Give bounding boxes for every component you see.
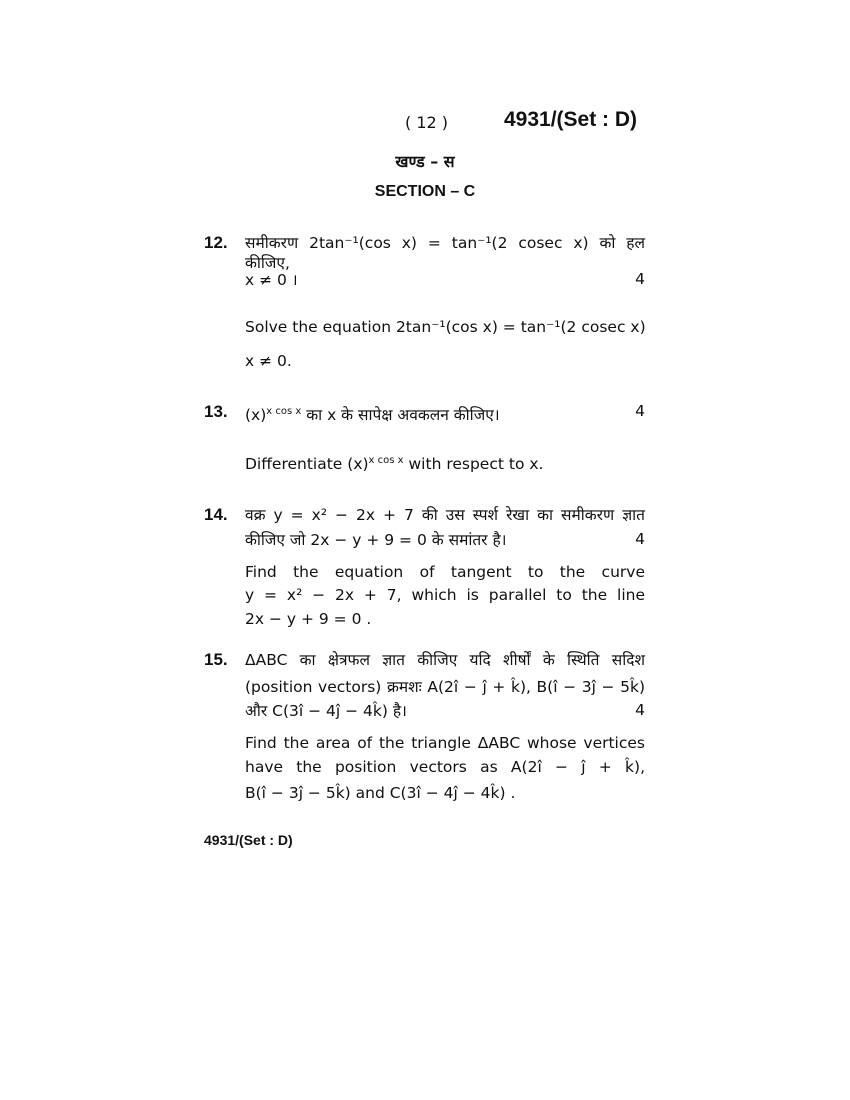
text: with respect to x. <box>403 455 544 474</box>
question-number: 12. <box>204 233 228 252</box>
math-exponent: x cos x <box>266 406 302 417</box>
question-marks: 4 <box>635 270 645 288</box>
question-marks: 4 <box>635 701 645 719</box>
question-number: 13. <box>204 402 228 421</box>
question-text-hindi: (position vectors) क्रमशः A(2î − ĵ + k̂), B(î − 3ĵ − 5k̂) <box>245 678 645 696</box>
footer-paper-code: 4931/(Set : D) <box>204 832 293 848</box>
question-text-hindi: ΔABC का क्षेत्रफल ज्ञात कीजिए यदि शीर्षों के स्थिति सदिश <box>245 651 645 669</box>
section-title-english: SECTION – C <box>374 183 476 200</box>
question-text-hindi <box>245 402 645 425</box>
question-text-english: y = x² − 2x + 7, which is parallel to the line <box>245 586 645 604</box>
question-text-english: have the position vectors as A(2î − ĵ + k̂), <box>245 758 645 776</box>
question-text-hindi: x ≠ 0 । <box>245 271 298 289</box>
math-exponent: x cos x <box>368 455 404 466</box>
question-number: 14. <box>204 505 228 524</box>
math-base: (x) <box>245 406 267 425</box>
question-text-english <box>245 451 645 474</box>
question-text-english: B(î − 3ĵ − 5k̂) and C(3î − 4ĵ − 4k̂) . <box>245 784 516 802</box>
question-text-hindi: समीकरण 2tan⁻¹(cos x) = tan⁻¹(2 cosec x) को हल कीजिए, <box>245 234 645 272</box>
section-title-hindi: खण्ड – स <box>395 152 455 171</box>
question-marks: 4 <box>635 402 645 420</box>
question-text-english: 2x − y + 9 = 0 . <box>245 610 372 628</box>
question-number: 15. <box>204 650 228 669</box>
question-text-hindi: वक्र y = x² − 2x + 7 की उस स्पर्श रेखा का समीकरण ज्ञात <box>245 506 645 524</box>
text: Differentiate (x) <box>245 455 369 474</box>
question-text-english: Find the equation of tangent to the curve <box>245 563 645 581</box>
question-marks: 4 <box>635 530 645 548</box>
text: का x के सापेक्ष अवकलन कीजिए। <box>301 406 500 425</box>
paper-code: 4931/(Set : D) <box>504 108 638 131</box>
question-text-hindi: कीजिए जो 2x − y + 9 = 0 के समांतर है। <box>245 531 507 549</box>
question-text-hindi: और C(3î − 4ĵ − 4k̂) है। <box>245 702 407 720</box>
page-number: ( 12 ) <box>405 113 449 132</box>
question-text-english: Solve the equation 2tan⁻¹(cos x) = tan⁻¹(2 cosec x) <box>245 318 646 336</box>
question-text-english: Find the area of the triangle ΔABC whose vertices <box>245 734 645 752</box>
question-text-english: x ≠ 0. <box>245 352 292 370</box>
